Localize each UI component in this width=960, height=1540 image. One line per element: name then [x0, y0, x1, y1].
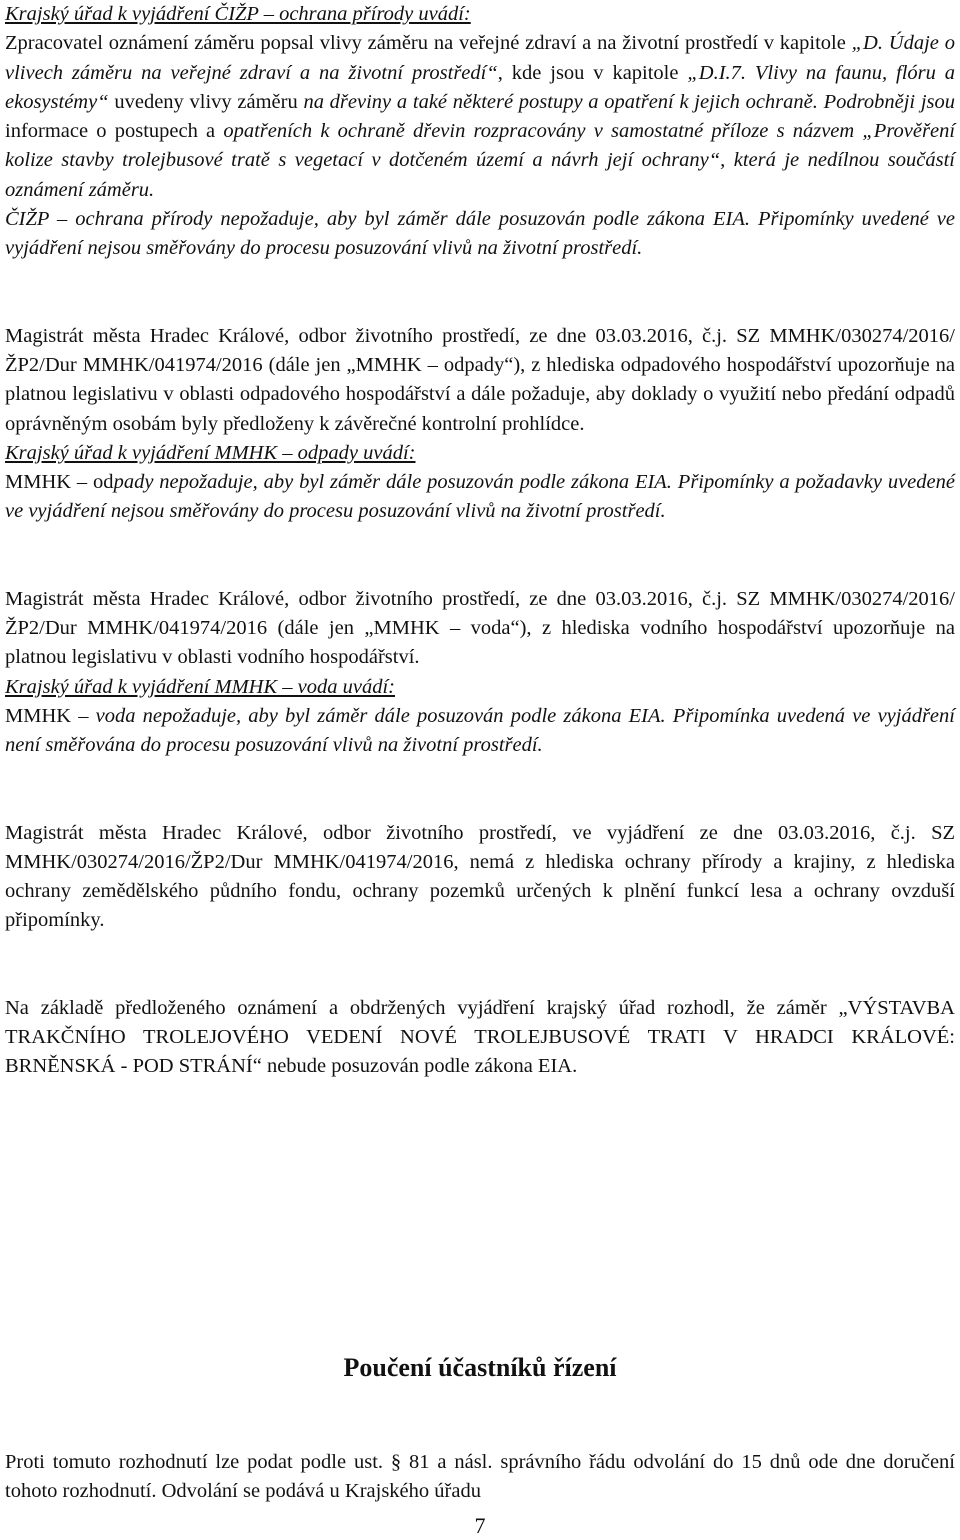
cizp-text-g: informace o postupech a — [5, 120, 224, 143]
cizp-text-e: uvedeny vlivy záměru — [108, 90, 304, 113]
cizp-conclusion: ČIŽP – ochrana přírody nepožaduje, aby byl záměr dále posuzován podle zákona EIA. Připomínky uvedené ve vyjádření nejsou směřovány do procesu posuzování vlivů na životní prostředí. — [5, 208, 955, 260]
page-number: 7 — [474, 1513, 486, 1538]
ochrana-paragraph: Magistrát města Hradec Králové, odbor životního prostředí, ve vyjádření ze dne 03.03.2016, č.j. SZ MMHK/030274/2016/ŽP2/Dur MMHK/041974/2016, nemá z hlediska ochrany přírody a krajiny, z hlediska ochrany zemědělského půdního fondu, ochrany pozemků určených k plnění funkcí lesa a ochrany ovzduší připomínky. — [5, 821, 955, 932]
voda-response-a: MMHK – — [5, 704, 96, 727]
voda-heading: Krajský úřad k vyjádření MMHK – voda uvádí: — [5, 675, 395, 698]
voda-response-b: voda nepožaduje, aby byl záměr dále posuzován podle zákona EIA. — [95, 704, 666, 727]
pouceni-paragraph: Proti tomuto rozhodnutí lze podat podle ust. § 81 a násl. správního řádu odvolání do 15 dnů ode dne doručení tohoto rozhodnutí. Odvolání se podává u Krajského úřadu — [5, 1451, 955, 1503]
cizp-text-f: na dřeviny a také některé postupy a opatření k jejich ochraně. Podrobněji jsou — [303, 90, 955, 113]
decision-paragraph: Na základě předloženého oznámení a obdržených vyjádření krajský úřad rozhodl, že záměr „VÝSTAVBA TRAKČNÍHO TROLEJOVÉHO VEDENÍ NOVÉ TROLEJBUSOVÉ TRATI V HRADCI KRÁLOVÉ: BRNĚNSKÁ - POD STRÁNÍ“ nebude posuzován podle zákona EIA. — [5, 996, 955, 1078]
cizp-text-c: , kde jsou v kapitole — [497, 61, 688, 84]
cizp-text-h: opatřeních k ochraně dřevin rozpracovány v samostatné příloze s názvem „Prověření kolize stavby trolejbusové tratě s vegetací v dotčeném území a návrh její ochrany“, která je nedílnou součástí oznámení záměru. — [5, 120, 956, 201]
cizp-text-a: Zpracovatel oznámení záměru popsal vlivy záměru na veřejné zdraví a na životní prostředí v kapitole — [5, 32, 852, 55]
odpady-response-c: Připomínky a požadavky uvedené ve vyjádření nejsou směřovány do procesu posuzování vlivů na životní prostředí. — [5, 471, 955, 523]
odpady-response-a: MMHK – od — [5, 471, 114, 494]
odpady-intro: Magistrát města Hradec Králové, odbor životního prostředí, ze dne 03.03.2016, č.j. SZ MMHK/030274/2016/ŽP2/Dur MMHK/041974/2016 (dále jen „MMHK – odpady“), z hlediska odpadového hospodářství upozorňuje na platnou legislativu v oblasti odpadového hospodářství a dále požaduje, aby doklady o využití nebo předání odpadů oprávněným osobám byly předloženy k závěrečné kontrolní prohlídce. — [5, 324, 955, 435]
cizp-text-b: „D. Údaje o vlivech záměru na veřejné zdraví a na životní prostředí“ — [5, 32, 955, 84]
cizp-paragraph — [5, 29, 955, 205]
voda-response-c: Připomínka uvedená ve vyjádření není směřována do procesu posuzování vlivů na životní prostředí. — [5, 704, 955, 757]
voda-intro: Magistrát města Hradec Králové, odbor životního prostředí, ze dne 03.03.2016, č.j. SZ MMHK/030274/2016/ŽP2/Dur MMHK/041974/2016 (dále jen „MMHK – voda“), z hlediska vodního hospodářství upozorňuje na platnou legislativu v oblasti vodního hospodářství. — [5, 587, 955, 669]
document-page — [5, 0, 956, 1503]
odpady-response — [5, 468, 955, 527]
cizp-text-d: „D.I.7. Vlivy na faunu, flóru a ekosystémy“ — [5, 61, 955, 113]
pouceni-heading: Poučení účastníků řízení — [343, 1353, 617, 1382]
voda-response — [5, 702, 955, 761]
cizp-heading: Krajský úřad k vyjádření ČIŽP – ochrana přírody uvádí: — [5, 3, 471, 25]
odpady-response-b: pady nepožaduje, aby byl záměr dále posuzován podle zákona EIA. — [113, 471, 672, 494]
odpady-heading: Krajský úřad k vyjádření MMHK – odpady uvádí: — [5, 441, 416, 464]
